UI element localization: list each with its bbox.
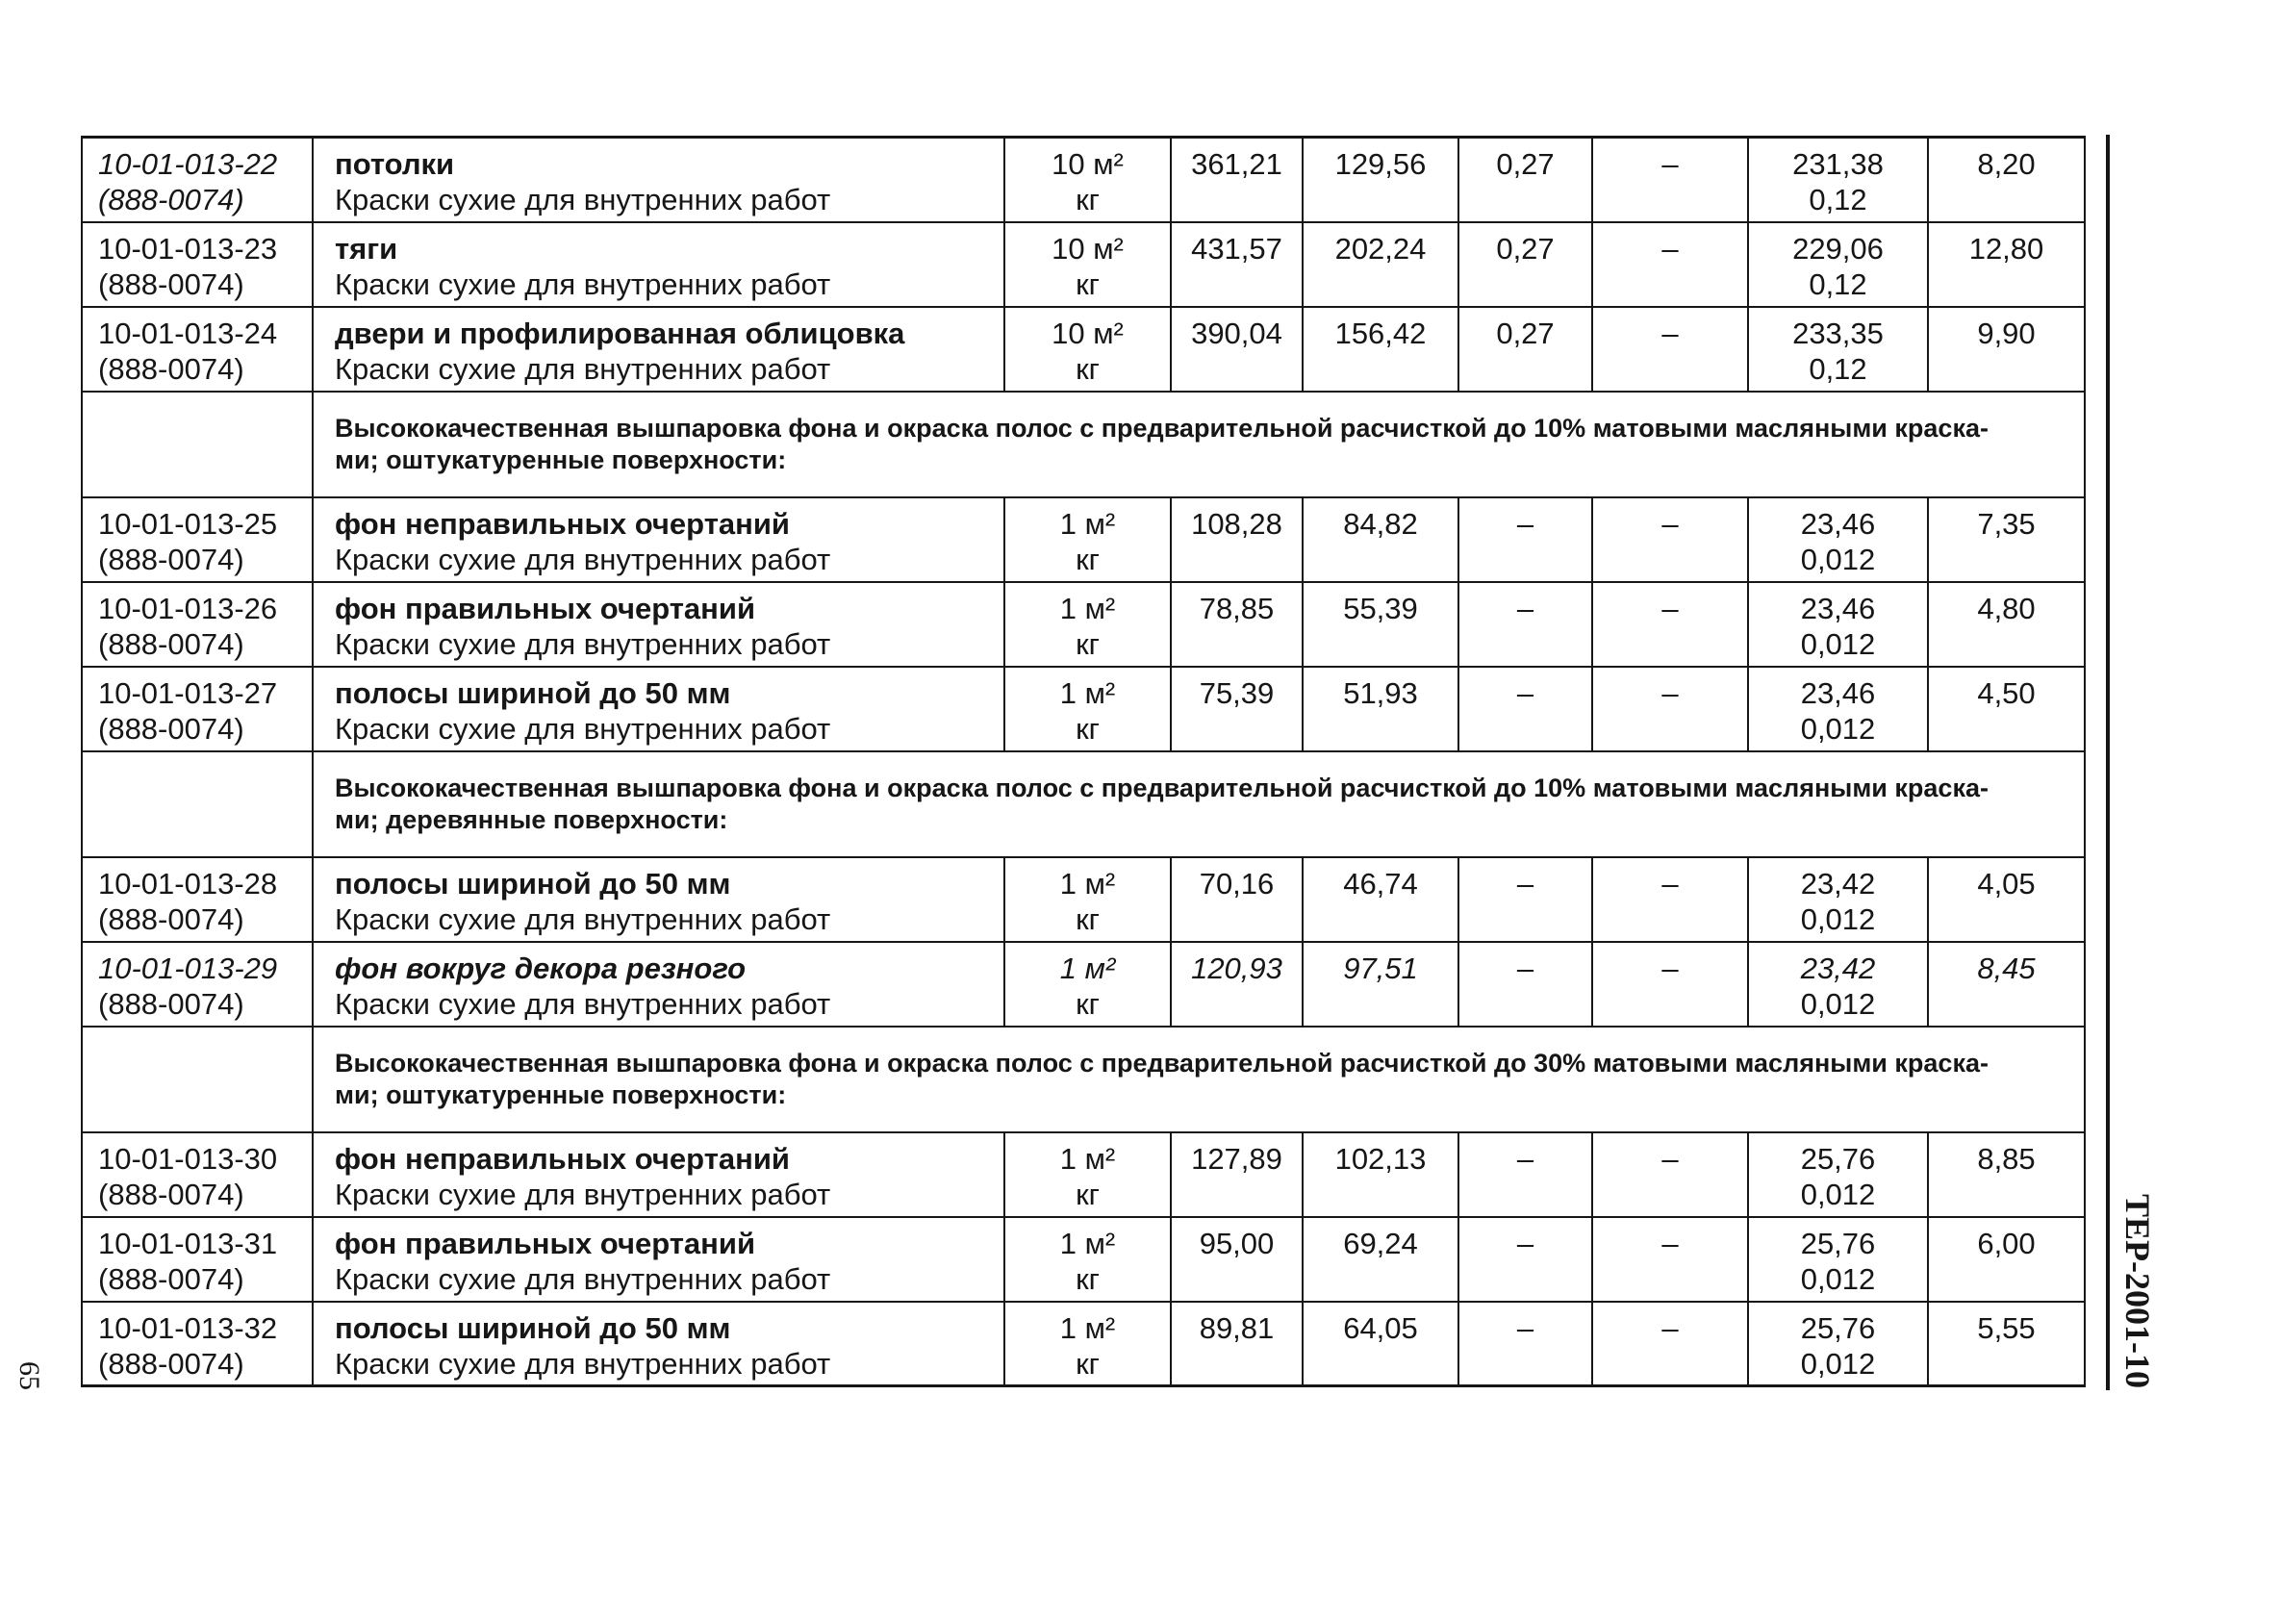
wages: 202,24 xyxy=(1334,231,1427,266)
labor-cell xyxy=(1928,1302,2085,1386)
direct-cost-cell xyxy=(1171,497,1303,582)
code-cell xyxy=(82,307,313,392)
direct-cost: 108,28 xyxy=(1191,506,1282,541)
work-title: фон неправильных очертаний xyxy=(335,1141,790,1176)
labor-cell xyxy=(1928,667,2085,751)
rate-code: 10-01-013-30 xyxy=(98,1141,278,1176)
material-consumption: 0,012 xyxy=(1800,1346,1876,1381)
table-row xyxy=(82,942,2085,1027)
material-name: Краски сухие для внутренних работ xyxy=(335,986,831,1021)
labor: 8,20 xyxy=(1977,147,2036,181)
material-consumption: 0,012 xyxy=(1800,711,1876,746)
machines-cell xyxy=(1458,138,1592,222)
material-name: Краски сухие для внутренних работ xyxy=(335,542,831,576)
direct-cost-cell xyxy=(1171,138,1303,222)
rate-code: 10-01-013-22 xyxy=(98,147,278,181)
material-unit: кг xyxy=(1076,711,1100,746)
operator-wages-cell xyxy=(1592,222,1748,307)
machines: – xyxy=(1516,1226,1534,1260)
code-cell xyxy=(82,942,313,1027)
rate-code: 10-01-013-25 xyxy=(98,506,278,541)
labor-cell xyxy=(1928,1217,2085,1302)
table-row xyxy=(82,222,2085,307)
material-name: Краски сухие для внутренних работ xyxy=(335,1177,831,1211)
unit-cell xyxy=(1004,1217,1171,1302)
resource-code: (888-0074) xyxy=(98,266,244,301)
machines-cell xyxy=(1458,1302,1592,1386)
material-name: Краски сухие для внутренних работ xyxy=(335,1346,831,1381)
work-title: фон вокруг декора резного xyxy=(335,951,747,985)
name-cell xyxy=(313,1217,1004,1302)
labor-cell xyxy=(1928,857,2085,942)
resource-code: (888-0074) xyxy=(98,1346,244,1381)
unit-cell xyxy=(1004,1302,1171,1386)
rate-code: 10-01-013-28 xyxy=(98,866,278,901)
page-number: 65 xyxy=(13,1361,45,1390)
code-cell xyxy=(82,1132,313,1217)
rate-code: 10-01-013-31 xyxy=(98,1226,278,1260)
operator-wages-cell xyxy=(1592,1302,1748,1386)
material-unit: кг xyxy=(1076,266,1100,301)
materials-cost: 229,06 xyxy=(1792,231,1884,266)
wages-cell xyxy=(1303,138,1458,222)
name-cell xyxy=(313,138,1004,222)
machines-cell xyxy=(1458,1132,1592,1217)
empty-code-cell xyxy=(82,751,313,857)
rate-code: 10-01-013-24 xyxy=(98,316,278,350)
operator-wages-cell xyxy=(1592,942,1748,1027)
materials-cell xyxy=(1748,1132,1928,1217)
material-consumption: 0,012 xyxy=(1800,901,1876,936)
operator-wages: – xyxy=(1661,1310,1679,1345)
labor: 4,80 xyxy=(1977,591,2036,625)
unit: 1 м² xyxy=(1059,591,1116,625)
work-title: фон неправильных очертаний xyxy=(335,506,790,541)
code-cell xyxy=(82,222,313,307)
table-row xyxy=(82,667,2085,751)
operator-wages: – xyxy=(1661,1226,1679,1260)
labor: 8,45 xyxy=(1977,951,2036,985)
wages: 46,74 xyxy=(1343,866,1418,901)
work-title: полосы шириной до 50 мм xyxy=(335,1310,731,1345)
material-unit: кг xyxy=(1076,901,1100,936)
unit-cell xyxy=(1004,1132,1171,1217)
table-row xyxy=(82,497,2085,582)
resource-code: (888-0074) xyxy=(98,626,244,661)
machines: 0,27 xyxy=(1496,316,1555,350)
direct-cost: 75,39 xyxy=(1199,675,1275,710)
table-row xyxy=(82,1217,2085,1302)
direct-cost-cell xyxy=(1171,1217,1303,1302)
direct-cost: 361,21 xyxy=(1191,147,1282,181)
machines-cell xyxy=(1458,667,1592,751)
machines: – xyxy=(1516,1310,1534,1345)
name-cell xyxy=(313,582,1004,667)
section-heading xyxy=(313,1027,2085,1132)
machines-cell xyxy=(1458,307,1592,392)
wages-cell xyxy=(1303,497,1458,582)
labor-cell xyxy=(1928,582,2085,667)
unit: 1 м² xyxy=(1059,866,1116,901)
direct-cost-cell xyxy=(1171,857,1303,942)
wages: 64,05 xyxy=(1343,1310,1418,1345)
labor: 9,90 xyxy=(1977,316,2036,350)
section-heading-row xyxy=(82,1027,2085,1132)
materials-cell xyxy=(1748,1217,1928,1302)
operator-wages: – xyxy=(1661,951,1679,985)
direct-cost: 390,04 xyxy=(1191,316,1282,350)
material-unit: кг xyxy=(1076,626,1100,661)
rate-code: 10-01-013-29 xyxy=(98,951,278,985)
material-consumption: 0,12 xyxy=(1809,351,1867,386)
rate-code: 10-01-013-26 xyxy=(98,591,278,625)
labor-cell xyxy=(1928,222,2085,307)
labor: 5,55 xyxy=(1977,1310,2036,1345)
table-row xyxy=(82,1302,2085,1386)
section-heading xyxy=(313,392,2085,497)
code-cell xyxy=(82,1217,313,1302)
work-title: полосы шириной до 50 мм xyxy=(335,675,731,710)
wages: 55,39 xyxy=(1343,591,1418,625)
labor-cell xyxy=(1928,497,2085,582)
code-cell xyxy=(82,857,313,942)
direct-cost-cell xyxy=(1171,667,1303,751)
work-title: фон правильных очертаний xyxy=(335,1226,755,1260)
section-heading-line: Высококачественная вышпаровка фона и окраска полос с предварительной расчисткой до 10% матовыми масляными краска- xyxy=(335,413,1989,443)
code-cell xyxy=(82,1302,313,1386)
operator-wages: – xyxy=(1661,316,1679,350)
operator-wages: – xyxy=(1661,675,1679,710)
materials-cost: 25,76 xyxy=(1800,1141,1876,1176)
unit-cell xyxy=(1004,667,1171,751)
table-row xyxy=(82,1132,2085,1217)
rate-code: 10-01-013-23 xyxy=(98,231,278,266)
direct-cost-cell xyxy=(1171,582,1303,667)
rate-code: 10-01-013-27 xyxy=(98,675,278,710)
material-unit: кг xyxy=(1076,351,1100,386)
work-title: тяги xyxy=(335,231,398,266)
name-cell xyxy=(313,857,1004,942)
material-unit: кг xyxy=(1076,542,1100,576)
operator-wages-cell xyxy=(1592,667,1748,751)
rate-code: 10-01-013-32 xyxy=(98,1310,278,1345)
material-consumption: 0,012 xyxy=(1800,1261,1876,1296)
materials-cost: 23,46 xyxy=(1800,675,1876,710)
materials-cost: 25,76 xyxy=(1800,1310,1876,1345)
direct-cost-cell xyxy=(1171,1132,1303,1217)
operator-wages: – xyxy=(1661,866,1679,901)
unit: 1 м² xyxy=(1059,675,1116,710)
section-heading-row xyxy=(82,392,2085,497)
empty-code-cell xyxy=(82,1027,313,1132)
materials-cost: 25,76 xyxy=(1800,1226,1876,1260)
labor-cell xyxy=(1928,138,2085,222)
operator-wages: – xyxy=(1661,147,1679,181)
direct-cost-cell xyxy=(1171,942,1303,1027)
name-cell xyxy=(313,667,1004,751)
unit: 10 м² xyxy=(1052,316,1124,350)
operator-wages-cell xyxy=(1592,307,1748,392)
code-cell xyxy=(82,138,313,222)
table-row xyxy=(82,582,2085,667)
material-name: Краски сухие для внутренних работ xyxy=(335,1261,831,1296)
resource-code: (888-0074) xyxy=(98,183,244,216)
materials-cell xyxy=(1748,1302,1928,1386)
code-cell xyxy=(82,667,313,751)
code-cell xyxy=(82,497,313,582)
empty-code-cell xyxy=(82,392,313,497)
operator-wages: – xyxy=(1661,1141,1679,1176)
material-unit: кг xyxy=(1076,986,1100,1021)
operator-wages: – xyxy=(1661,506,1679,541)
operator-wages: – xyxy=(1661,591,1679,625)
direct-cost-cell xyxy=(1171,1302,1303,1386)
unit: 1 м² xyxy=(1059,506,1116,541)
name-cell xyxy=(313,497,1004,582)
wages-cell xyxy=(1303,582,1458,667)
wages-cell xyxy=(1303,222,1458,307)
unit-cell xyxy=(1004,857,1171,942)
unit: 1 м² xyxy=(1059,1310,1116,1345)
machines-cell xyxy=(1458,497,1592,582)
material-name: Краски сухие для внутренних работ xyxy=(335,901,831,936)
direct-cost: 70,16 xyxy=(1199,866,1275,901)
unit-cell xyxy=(1004,582,1171,667)
material-consumption: 0,12 xyxy=(1809,183,1867,216)
materials-cost: 23,42 xyxy=(1800,866,1876,901)
section-heading-row xyxy=(82,751,2085,857)
operator-wages-cell xyxy=(1592,857,1748,942)
wages: 97,51 xyxy=(1343,951,1418,985)
name-cell xyxy=(313,942,1004,1027)
materials-cell xyxy=(1748,667,1928,751)
labor: 8,85 xyxy=(1977,1141,2036,1176)
work-title: двери и профилированная облицовка xyxy=(335,316,905,350)
resource-code: (888-0074) xyxy=(98,542,244,576)
material-name: Краски сухие для внутренних работ xyxy=(335,351,831,386)
name-cell xyxy=(313,1302,1004,1386)
material-consumption: 0,012 xyxy=(1800,542,1876,576)
labor: 4,50 xyxy=(1977,675,2036,710)
materials-cost: 23,46 xyxy=(1800,591,1876,625)
machines: – xyxy=(1516,1141,1534,1176)
resource-code: (888-0074) xyxy=(98,1261,244,1296)
wages: 51,93 xyxy=(1343,675,1418,710)
materials-cell xyxy=(1748,857,1928,942)
machines-cell xyxy=(1458,1217,1592,1302)
labor-cell xyxy=(1928,1132,2085,1217)
machines-cell xyxy=(1458,222,1592,307)
direct-cost: 89,81 xyxy=(1199,1310,1275,1345)
unit-cell xyxy=(1004,497,1171,582)
resource-code: (888-0074) xyxy=(98,711,244,746)
machines-cell xyxy=(1458,942,1592,1027)
direct-cost: 78,85 xyxy=(1199,591,1275,625)
section-heading-line: Высококачественная вышпаровка фона и окраска полос с предварительной расчисткой до 30% матовыми масляными краска- xyxy=(335,1048,1989,1078)
resource-code: (888-0074) xyxy=(98,901,244,936)
wages-cell xyxy=(1303,857,1458,942)
labor: 12,80 xyxy=(1968,231,2044,266)
direct-cost: 95,00 xyxy=(1199,1226,1275,1260)
section-heading-line: ми; деревянные поверхности: xyxy=(335,804,728,834)
material-name: Краски сухие для внутренних работ xyxy=(335,711,831,746)
materials-cost: 231,38 xyxy=(1792,147,1884,181)
material-unit: кг xyxy=(1076,1346,1100,1381)
table-row xyxy=(82,857,2085,942)
wages-cell xyxy=(1303,1217,1458,1302)
name-cell xyxy=(313,307,1004,392)
wages: 84,82 xyxy=(1343,506,1418,541)
material-consumption: 0,012 xyxy=(1800,986,1876,1021)
wages: 129,56 xyxy=(1334,147,1427,181)
unit: 1 м² xyxy=(1059,951,1116,985)
machines: – xyxy=(1516,675,1534,710)
document-code: ТЕР-2001-10 xyxy=(2118,1194,2157,1388)
operator-wages-cell xyxy=(1592,1217,1748,1302)
material-consumption: 0,012 xyxy=(1800,626,1876,661)
material-unit: кг xyxy=(1076,1261,1100,1296)
machines-cell xyxy=(1458,582,1592,667)
work-title: фон правильных очертаний xyxy=(335,591,755,625)
work-title: потолки xyxy=(335,147,455,181)
direct-cost-cell xyxy=(1171,222,1303,307)
wages-cell xyxy=(1303,307,1458,392)
machines: – xyxy=(1516,591,1534,625)
material-consumption: 0,12 xyxy=(1809,266,1867,301)
unit: 10 м² xyxy=(1052,231,1124,266)
table-row xyxy=(82,138,2085,222)
operator-wages-cell xyxy=(1592,497,1748,582)
wages-cell xyxy=(1303,1132,1458,1217)
materials-cell xyxy=(1748,582,1928,667)
materials-cell xyxy=(1748,307,1928,392)
direct-cost: 431,57 xyxy=(1191,231,1282,266)
wages: 156,42 xyxy=(1334,316,1427,350)
material-unit: кг xyxy=(1076,183,1100,216)
materials-cost: 23,46 xyxy=(1800,506,1876,541)
direct-cost-cell xyxy=(1171,307,1303,392)
labor-cell xyxy=(1928,942,2085,1027)
direct-cost: 127,89 xyxy=(1191,1141,1282,1176)
material-consumption: 0,012 xyxy=(1800,1177,1876,1211)
machines: 0,27 xyxy=(1496,231,1555,266)
materials-cell xyxy=(1748,942,1928,1027)
labor: 7,35 xyxy=(1977,506,2036,541)
operator-wages-cell xyxy=(1592,1132,1748,1217)
rates-table xyxy=(81,136,2086,1387)
section-heading-line: ми; оштукатуренные поверхности: xyxy=(335,1079,787,1109)
unit-cell xyxy=(1004,222,1171,307)
unit: 1 м² xyxy=(1059,1141,1116,1176)
materials-cell xyxy=(1748,138,1928,222)
operator-wages: – xyxy=(1661,231,1679,266)
machines-cell xyxy=(1458,857,1592,942)
labor-cell xyxy=(1928,307,2085,392)
section-heading-line: ми; оштукатуренные поверхности: xyxy=(335,444,787,474)
materials-cell xyxy=(1748,222,1928,307)
material-name: Краски сухие для внутренних работ xyxy=(335,626,831,661)
labor: 6,00 xyxy=(1977,1226,2036,1260)
wages: 69,24 xyxy=(1343,1226,1418,1260)
unit-cell xyxy=(1004,138,1171,222)
work-title: полосы шириной до 50 мм xyxy=(335,866,731,901)
wages-cell xyxy=(1303,667,1458,751)
table-row xyxy=(82,307,2085,392)
wages: 102,13 xyxy=(1334,1141,1427,1176)
name-cell xyxy=(313,1132,1004,1217)
wages-cell xyxy=(1303,1302,1458,1386)
wages-cell xyxy=(1303,942,1458,1027)
resource-code: (888-0074) xyxy=(98,351,244,386)
unit: 1 м² xyxy=(1059,1226,1116,1260)
resource-code: (888-0074) xyxy=(98,1177,244,1211)
machines: – xyxy=(1516,951,1534,985)
unit: 10 м² xyxy=(1052,147,1124,181)
resource-code: (888-0074) xyxy=(98,986,244,1021)
materials-cost: 233,35 xyxy=(1792,316,1884,350)
code-cell xyxy=(82,582,313,667)
direct-cost: 120,93 xyxy=(1191,951,1282,985)
labor: 4,05 xyxy=(1977,866,2036,901)
machines: 0,27 xyxy=(1496,147,1555,181)
name-cell xyxy=(313,222,1004,307)
machines: – xyxy=(1516,866,1534,901)
material-unit: кг xyxy=(1076,1177,1100,1211)
operator-wages-cell xyxy=(1592,138,1748,222)
unit-cell xyxy=(1004,942,1171,1027)
margin-rule xyxy=(2106,135,2110,1390)
section-heading-line: Высококачественная вышпаровка фона и окраска полос с предварительной расчисткой до 10% матовыми масляными краска- xyxy=(335,773,1989,802)
machines: – xyxy=(1516,506,1534,541)
materials-cell xyxy=(1748,497,1928,582)
section-heading xyxy=(313,751,2085,857)
unit-cell xyxy=(1004,307,1171,392)
operator-wages-cell xyxy=(1592,582,1748,667)
material-name: Краски сухие для внутренних работ xyxy=(335,183,831,216)
material-name: Краски сухие для внутренних работ xyxy=(335,266,831,301)
materials-cost: 23,42 xyxy=(1800,951,1876,985)
